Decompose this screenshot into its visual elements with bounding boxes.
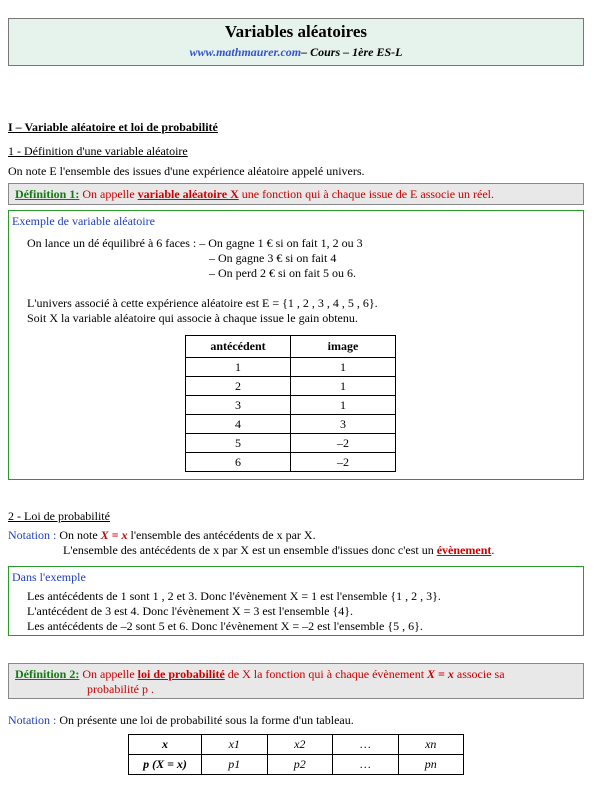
- notation-2: [8, 713, 354, 728]
- definition-2-mid: de X la fonction qui à chaque évènement: [224, 667, 428, 681]
- page-title: Variables aléatoires: [224, 22, 368, 41]
- table-row: [186, 453, 396, 472]
- table-cell: –2: [291, 453, 396, 472]
- notation-term: X = x: [100, 528, 128, 542]
- table-cell: 1: [291, 396, 396, 415]
- table-cell: p (X = x): [129, 755, 202, 775]
- antecedent-image-table: [185, 335, 396, 472]
- table-cell: 1: [291, 377, 396, 396]
- table-cell: …: [333, 755, 399, 775]
- table-cell: 1: [291, 358, 396, 377]
- definition-2-label: Définition 2:: [15, 667, 80, 681]
- definition-1-term: variable aléatoire X: [137, 187, 239, 201]
- notation-2-text: On présente une loi de probabilité sous la forme d'un tableau.: [56, 713, 354, 727]
- example-2-title: Dans l'exemple: [12, 570, 86, 584]
- definition-1-pre: On appelle: [79, 187, 138, 201]
- table-cell: 3: [291, 415, 396, 434]
- table-cell: pn: [398, 755, 464, 775]
- example-2-line: Les antécédents de 1 sont 1 , 2 et 3. Donc l'évènement X = 1 est l'ensemble {1 , 2 , 3}.: [27, 589, 441, 603]
- definition-2-box: [8, 663, 584, 699]
- example-1-line: Soit X la variable aléatoire qui associe à chaque issue le gain obtenu.: [27, 311, 358, 325]
- definition-1-label: Définition 1:: [15, 187, 80, 201]
- definition-1-box: [8, 183, 584, 205]
- notation-pre: On note: [56, 528, 101, 542]
- definition-1-post: une fonction qui à chaque issue de E associe un réel.: [238, 187, 494, 201]
- table-row: [186, 358, 396, 377]
- notation-line-2-pre: L'ensemble des antécédents de x par X est un ensemble d'issues donc c'est un: [63, 543, 437, 557]
- table-cell: p2: [267, 755, 333, 775]
- table-cell: 5: [186, 434, 291, 453]
- example-1-line: – On gagne 3 € si on fait 4: [209, 251, 337, 265]
- table-row: [186, 396, 396, 415]
- definition-2-pre: On appelle: [79, 667, 138, 681]
- table-cell: 2: [186, 377, 291, 396]
- table-row: [129, 755, 464, 775]
- table-row: [129, 735, 464, 755]
- definition-2-post: associe sa: [453, 667, 505, 681]
- subsection-heading-1: 1 - Définition d'une variable aléatoire: [8, 144, 188, 158]
- table-cell: 3: [186, 396, 291, 415]
- table-cell: 1: [186, 358, 291, 377]
- definition-2-term2: X = x: [427, 667, 454, 681]
- table-cell: x1: [202, 735, 268, 755]
- example-1-line: L'univers associé à cette expérience aléatoire est E = {1 , 2 , 3 , 4 , 5 , 6}.: [27, 296, 378, 310]
- example-1-box: [8, 210, 584, 480]
- subsection-heading-2: 2 - Loi de probabilité: [8, 509, 110, 523]
- notation-line-2-post: .: [491, 543, 495, 557]
- table-header: antécédent: [186, 336, 291, 358]
- table-cell: 4: [186, 415, 291, 434]
- notation-line-2: [63, 543, 494, 558]
- table-cell: …: [333, 735, 399, 755]
- table-cell: x2: [267, 735, 333, 755]
- table-cell: x: [129, 735, 202, 755]
- universe-intro: On note E l'ensemble des issues d'une expérience aléatoire appelé univers.: [8, 164, 365, 178]
- table-row: [186, 377, 396, 396]
- page-subtitle: [9, 45, 583, 60]
- notation-line-1: [8, 528, 316, 543]
- definition-2-line2: probabilité p .: [87, 682, 154, 696]
- definition-2-term: loi de probabilité: [137, 667, 225, 681]
- example-1-title: Exemple de variable aléatoire: [12, 214, 155, 228]
- example-2-line: Les antécédents de –2 sont 5 et 6. Donc l'évènement X = –2 est l'ensemble {5 , 6}.: [27, 619, 423, 633]
- example-1-line: – On perd 2 € si on fait 5 ou 6.: [209, 266, 356, 280]
- probability-law-table: [128, 734, 464, 775]
- table-cell: p1: [202, 755, 268, 775]
- table-header: image: [291, 336, 396, 358]
- site-link[interactable]: www.mathmaurer.com: [189, 45, 302, 59]
- table-cell: 6: [186, 453, 291, 472]
- notation-label: Notation :: [8, 528, 57, 542]
- notation-post: l'ensemble des antécédents de x par X.: [127, 528, 316, 542]
- notation-event: évènement: [436, 543, 492, 557]
- example-2-line: L'antécédent de 3 est 4. Donc l'évènement X = 3 est l'ensemble {4}.: [27, 604, 354, 618]
- title-box: [8, 18, 584, 66]
- table-cell: xn: [398, 735, 464, 755]
- table-row: [186, 434, 396, 453]
- table-row: [186, 415, 396, 434]
- example-2-box: [8, 566, 584, 636]
- table-cell: –2: [291, 434, 396, 453]
- subtitle-rest: – Cours – 1ère ES-L: [301, 45, 403, 59]
- notation-2-label: Notation :: [8, 713, 57, 727]
- example-1-line: On lance un dé équilibré à 6 faces : – On gagne 1 € si on fait 1, 2 ou 3: [27, 236, 363, 250]
- section-heading-1: I – Variable aléatoire et loi de probabilité: [8, 120, 218, 134]
